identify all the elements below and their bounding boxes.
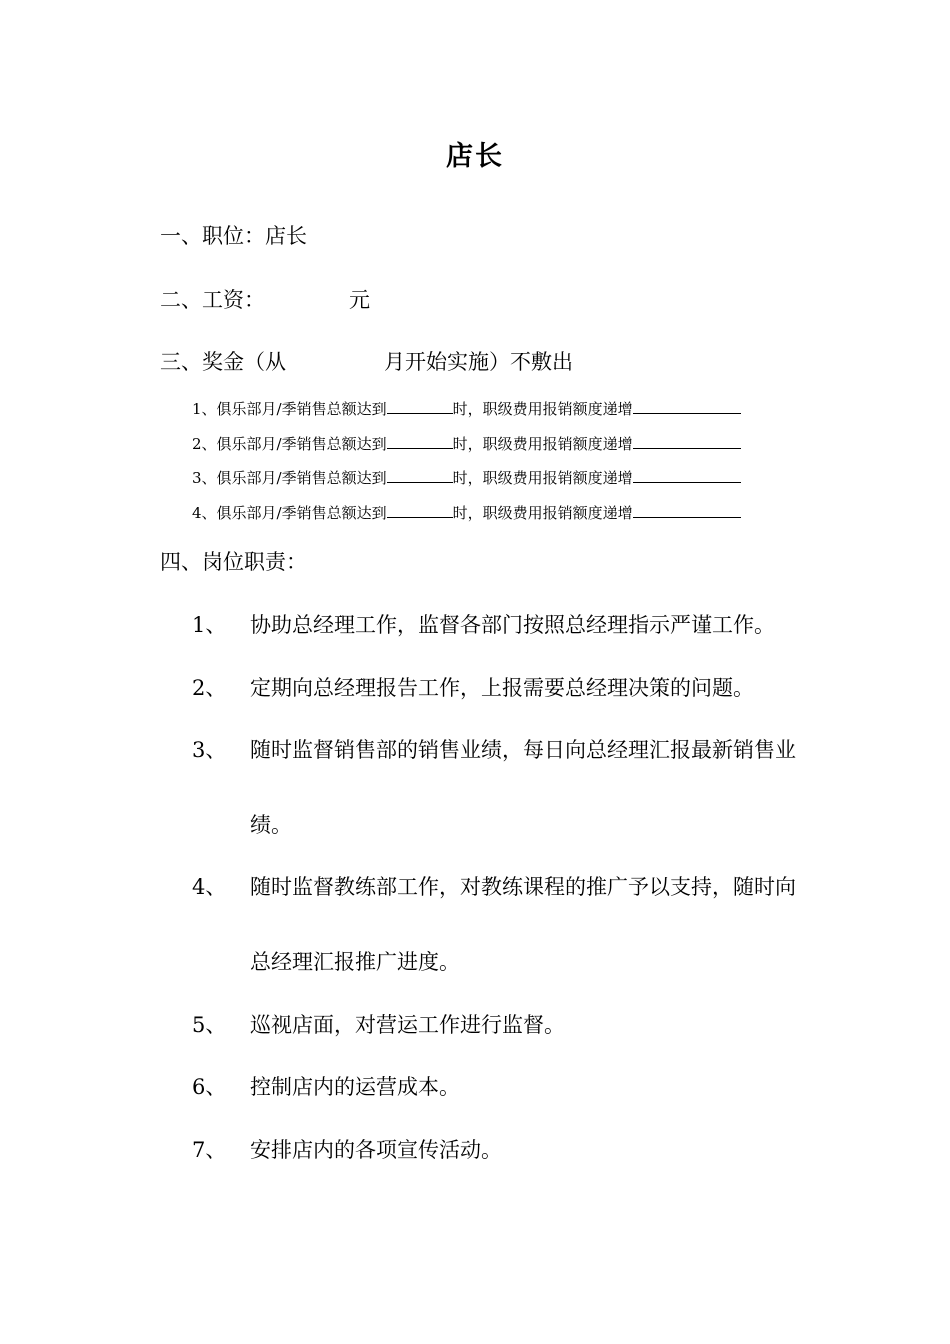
duty-continuation: 绩。: [250, 813, 292, 837]
position-line: [160, 220, 307, 250]
bonus-suffix: 月开始实施）不敷出: [384, 350, 573, 374]
duty-number: 7、: [192, 1138, 227, 1162]
duty-continuation: 总经理汇报推广进度。: [250, 950, 460, 974]
duty-number: 1、: [192, 613, 227, 637]
bonus-item-prefix: 3、俱乐部月/季销售总额达到: [192, 469, 387, 487]
salary-line: [160, 284, 370, 314]
duty-item: [192, 734, 796, 764]
duty-item: [192, 1071, 460, 1101]
duty-number: 6、: [192, 1075, 227, 1099]
duty-item: [192, 1134, 502, 1164]
blank-line: [633, 433, 741, 449]
duty-text: 定期向总经理报告工作，上报需要总经理决策的问题。: [250, 676, 754, 700]
bonus-item-prefix: 2、俱乐部月/季销售总额达到: [192, 435, 387, 453]
duty-item: [192, 871, 796, 901]
duty-text: 巡视店面，对营运工作进行监督。: [250, 1013, 565, 1037]
blank-line: [387, 502, 453, 518]
duty-number: 4、: [192, 875, 227, 899]
salary-unit: 元: [349, 288, 370, 312]
bonus-item: [192, 398, 741, 419]
duty-item: [192, 1009, 565, 1039]
position-value: 店长: [265, 224, 307, 248]
blank-line: [387, 398, 453, 414]
bonus-item: [192, 467, 741, 488]
duty-number: 3、: [192, 738, 227, 762]
duty-item: [192, 672, 754, 702]
duty-text: 协助总经理工作，监督各部门按照总经理指示严谨工作。: [250, 613, 775, 637]
duty-text: 控制店内的运营成本。: [250, 1075, 460, 1099]
position-label: 一、职位：: [160, 224, 265, 248]
bonus-item: [192, 433, 741, 454]
bonus-item-prefix: 4、俱乐部月/季销售总额达到: [192, 504, 387, 522]
salary-label: 二、工资：: [160, 288, 265, 312]
duty-item: [192, 609, 775, 639]
bonus-item-prefix: 1、俱乐部月/季销售总额达到: [192, 400, 387, 418]
bonus-item-mid: 时，职级费用报销额度递增: [452, 504, 633, 522]
blank-line: [633, 398, 741, 414]
blank-line: [633, 467, 741, 483]
bonus-item-mid: 时，职级费用报销额度递增: [452, 435, 633, 453]
blank-line: [387, 467, 453, 483]
duty-text: 安排店内的各项宣传活动。: [250, 1138, 502, 1162]
blank-line: [387, 433, 453, 449]
duty-number: 5、: [192, 1013, 227, 1037]
blank-line: [633, 502, 741, 518]
duties-heading: 四、岗位职责：: [160, 550, 307, 574]
bonus-line: [160, 346, 573, 376]
bonus-item: [192, 502, 741, 523]
duty-number: 2、: [192, 676, 227, 700]
bonus-item-mid: 时，职级费用报销额度递增: [452, 469, 633, 487]
duty-text: 随时监督销售部的销售业绩，每日向总经理汇报最新销售业: [250, 738, 796, 762]
document-title: 店长: [446, 141, 504, 172]
bonus-label: 三、奖金（从: [160, 350, 286, 374]
bonus-item-mid: 时，职级费用报销额度递增: [452, 400, 633, 418]
duty-text: 随时监督教练部工作，对教练课程的推广予以支持，随时向: [250, 875, 796, 899]
